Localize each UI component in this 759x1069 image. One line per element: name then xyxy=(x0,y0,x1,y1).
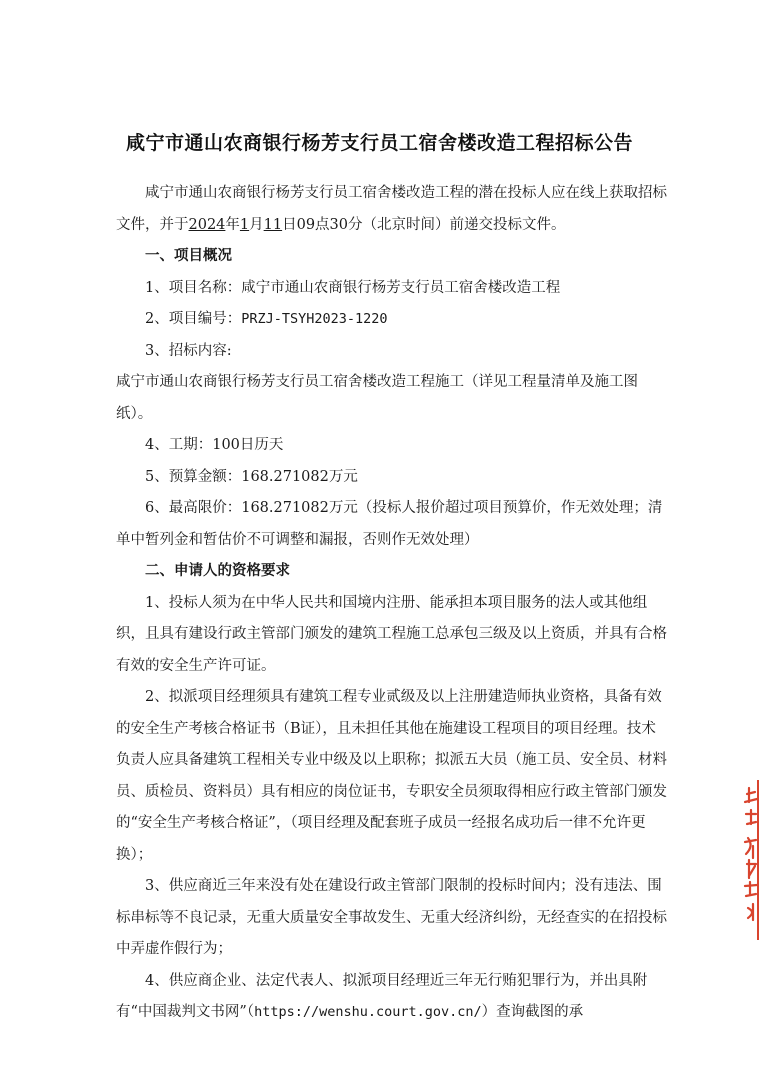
construction-period: 4、工期：100日历天 xyxy=(145,437,284,453)
section2-heading: 二、申请人的资格要求 xyxy=(145,563,290,579)
deadline-day: 11 xyxy=(263,216,283,233)
requirement-1: 1、投标人须为在中华人民共和国境内注册、能承担本项目服务的法人或其他组织，且具有建设行政主管部门颁发的建筑工程施工总承包三级及以上资质，并具有合格有效的安全生产许可证。 xyxy=(116,594,667,674)
deadline-month: 1 xyxy=(239,216,250,233)
requirement-2: 2、拟派项目经理须具有建筑工程专业贰级及以上注册建造师执业资格，具备有效的安全生产考核合格证书（B证），且未担任其他在施建设工程项目的项目经理。技术负责人应具备建筑工程相关专业中级及以上职称；拟派五大员（施工员、安全员、材料员、质检员、资料员）具有相应的岗位证书，专职安全员须取得相应行政主管部门颁发的“安全生产考核合格证”，（项目经理及配套班子成员一经报名成功后一律不允许更换）； xyxy=(116,689,667,863)
intro-text: 咸宁市通山农商银行杨芳支行员工宿舍楼改造工程的潜在投标人应在线上获取招标文件，并于 xyxy=(116,185,667,233)
seal-stamp-icon xyxy=(739,780,759,940)
requirement-3: 3、供应商近三年来没有处在建设行政主管部门限制的投标时间内；没有违法、围标串标等不良记录，无重大质量安全事故发生、无重大经济纠纷，无经查实的在招投标中弄虚作假行为； xyxy=(116,878,667,957)
requirement-4 xyxy=(116,966,668,1029)
page-title: 咸宁市通山农商银行杨芳支行员工宿舍楼改造工程招标公告 xyxy=(125,132,633,154)
requirement-4-text-end: ）查询截图的承 xyxy=(481,1004,584,1020)
seal-stamp-edge xyxy=(739,780,759,940)
project-code-label: 2、项目编号： xyxy=(145,311,242,327)
project-name-line xyxy=(116,273,668,305)
deadline-year-suffix: 年 xyxy=(225,216,240,233)
budget-amount: 5、预算金额：168.271082万元 xyxy=(145,468,358,485)
tender-content-value: 咸宁市通山农商银行杨芳支行员工宿舍楼改造工程施工（详见工程量清单及施工图纸）。 xyxy=(116,374,638,422)
document-body xyxy=(116,178,668,1029)
deadline-month-suffix: 月 xyxy=(249,216,264,233)
project-code-line xyxy=(116,304,668,336)
deadline-time: 日09点30分（北京时间）前递交投标文件。 xyxy=(282,216,566,233)
section1-heading: 一、项目概况 xyxy=(145,248,232,264)
wenshu-url: https://wenshu.court.gov.cn/ xyxy=(254,1004,482,1020)
project-code-value: PRZJ-TSYH2023-1220 xyxy=(241,311,388,327)
tender-content-label: 3、招标内容: xyxy=(145,342,232,359)
intro-paragraph xyxy=(116,178,668,241)
requirement-4-text: 4、供应商企业、法定代表人、拟派项目经理近三年无行贿犯罪行为，并出具附有“中国裁判文书网”（ xyxy=(116,972,648,1020)
project-name-label: 1、项目名称： xyxy=(145,279,242,296)
deadline-year: 2024 xyxy=(188,216,226,233)
project-name-value: 咸宁市通山农商银行杨芳支行员工宿舍楼改造工程 xyxy=(241,279,561,296)
max-price: 6、最高限价：168.271082万元（投标人报价超过项目预算价，作无效处理；清单中暂列金和暂估价不可调整和漏报，否则作无效处理） xyxy=(116,500,663,548)
